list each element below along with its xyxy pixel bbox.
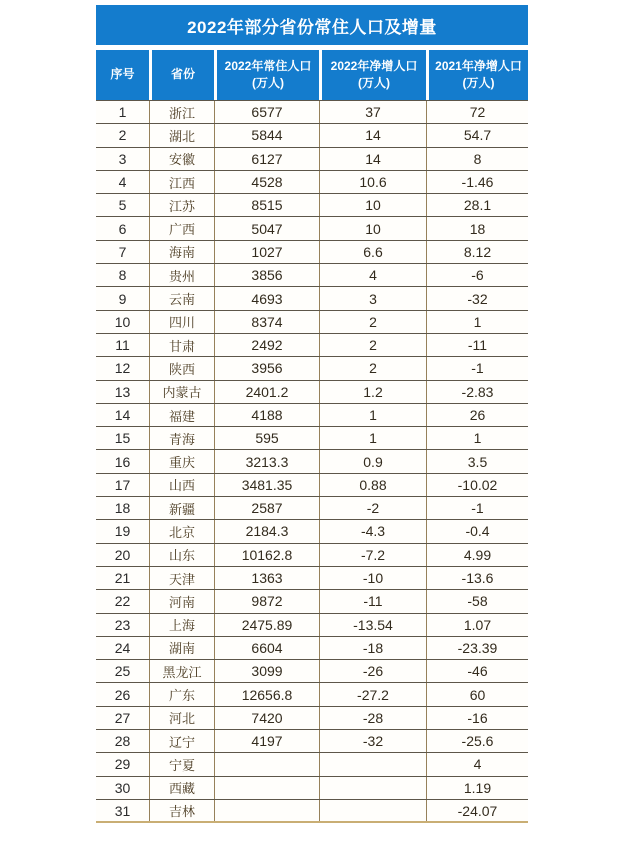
- cell-index: 13: [114, 383, 131, 400]
- cell-province: 宁夏: [149, 753, 214, 775]
- cell-net-2022: -32: [319, 730, 426, 752]
- cell-net-2022: 10.6: [319, 171, 426, 193]
- header-cell-net-2021: [426, 50, 528, 100]
- cell-net-2022: 4: [319, 264, 426, 286]
- cell-net-2021: -58: [426, 590, 528, 612]
- cell-net-2021: 72: [426, 101, 528, 123]
- cell-net-2022: 6.6: [319, 241, 426, 263]
- header-cell-province: [149, 50, 214, 100]
- cell-pop-2022: 2587: [214, 497, 319, 519]
- cell-pop-2022: 9872: [214, 590, 319, 612]
- cell-net-2022: [319, 800, 426, 821]
- cell-net-2021: -10.02: [426, 474, 528, 496]
- cell-index: 20: [114, 546, 131, 563]
- cell-province: 陕西: [149, 357, 214, 379]
- cell-net-2022: 1: [319, 404, 426, 426]
- cell-index: 31: [114, 802, 131, 819]
- cell-net-2022: [319, 777, 426, 799]
- cell-province: 安徽: [149, 148, 214, 170]
- cell-province: 山西: [149, 474, 214, 496]
- cell-net-2022: 2: [319, 311, 426, 333]
- cell-net-2022: 10: [319, 194, 426, 216]
- cell-index: 27: [114, 709, 131, 726]
- cell-index: 7: [118, 243, 127, 260]
- cell-province: 吉林: [149, 800, 214, 821]
- table-row: [96, 311, 528, 334]
- cell-net-2021: -25.6: [426, 730, 528, 752]
- table-row: [96, 241, 528, 264]
- cell-index: 30: [114, 779, 131, 796]
- table-row: [96, 707, 528, 730]
- header-line: (万人): [252, 76, 284, 90]
- cell-net-2021: 26: [426, 404, 528, 426]
- cell-index: 12: [114, 360, 131, 377]
- cell-net-2021: -13.6: [426, 567, 528, 589]
- header-line: (万人): [462, 76, 495, 90]
- cell-net-2022: -2: [319, 497, 426, 519]
- cell-net-2021: -6: [426, 264, 528, 286]
- cell-index: 14: [114, 407, 131, 423]
- header-line: 序号: [110, 67, 135, 82]
- cell-province: 江西: [149, 171, 214, 193]
- cell-net-2022: -7.2: [319, 544, 426, 566]
- table-row: [96, 194, 528, 217]
- cell-index: 21: [114, 570, 131, 587]
- cell-index: 5: [118, 197, 127, 214]
- cell-net-2022: -11: [319, 590, 426, 612]
- cell-net-2021: -1: [426, 357, 528, 379]
- header-cell-index: [96, 50, 149, 100]
- cell-index: 19: [114, 523, 131, 540]
- cell-index: 11: [115, 337, 130, 354]
- table-row: [96, 614, 528, 637]
- table-row: [96, 474, 528, 497]
- cell-province: 辽宁: [149, 730, 214, 752]
- cell-pop-2022: [214, 753, 319, 775]
- cell-net-2021: 28.1: [426, 194, 528, 216]
- cell-province: 天津: [149, 567, 214, 589]
- cell-net-2021: 8.12: [426, 241, 528, 263]
- cell-pop-2022: 4197: [214, 730, 319, 752]
- cell-net-2021: 1: [426, 311, 528, 333]
- cell-net-2021: -11: [426, 334, 528, 356]
- cell-province: 北京: [149, 520, 214, 542]
- cell-net-2021: -0.4: [426, 520, 528, 542]
- cell-index: 16: [114, 453, 131, 470]
- cell-net-2022: -10: [319, 567, 426, 589]
- table-row: [96, 427, 528, 450]
- population-table: [96, 5, 528, 823]
- cell-net-2021: -24.07: [426, 800, 528, 821]
- cell-pop-2022: 10162.8: [214, 544, 319, 566]
- cell-index: 6: [118, 220, 127, 237]
- cell-net-2021: 1.07: [426, 614, 528, 636]
- cell-net-2021: 60: [426, 683, 528, 705]
- table-row: [96, 357, 528, 380]
- table-title: 2022年部分省份常住人口及增量: [96, 5, 528, 45]
- cell-province: 湖北: [149, 124, 214, 146]
- cell-pop-2022: 5844: [214, 124, 319, 146]
- cell-index: 22: [114, 593, 131, 610]
- cell-province: 广东: [149, 683, 214, 705]
- cell-net-2021: 4.99: [426, 544, 528, 566]
- cell-net-2022: -27.2: [319, 683, 426, 705]
- cell-province: 广西: [149, 217, 214, 239]
- header-line: (万人): [358, 76, 390, 90]
- cell-pop-2022: 1363: [214, 567, 319, 589]
- cell-pop-2022: 3956: [214, 357, 319, 379]
- cell-index: 15: [114, 430, 131, 447]
- cell-province: 云南: [149, 287, 214, 309]
- cell-province: 青海: [149, 427, 214, 449]
- cell-net-2021: -2.83: [426, 381, 528, 403]
- table-row: [96, 683, 528, 706]
- table-row: [96, 148, 528, 171]
- cell-pop-2022: 4188: [214, 404, 319, 426]
- cell-province: 贵州: [149, 264, 214, 286]
- cell-net-2021: -16: [426, 707, 528, 729]
- table-header-row: [96, 50, 528, 100]
- cell-pop-2022: [214, 800, 319, 821]
- cell-index: 18: [114, 500, 131, 517]
- cell-index: 26: [114, 686, 131, 703]
- cell-net-2021: 8: [426, 148, 528, 170]
- cell-pop-2022: 3099: [214, 660, 319, 682]
- table-body: [96, 100, 528, 823]
- header-cell-pop-2022: [214, 50, 319, 100]
- cell-pop-2022: [214, 777, 319, 799]
- cell-index: 10: [114, 313, 131, 330]
- cell-province: 内蒙古: [149, 381, 214, 403]
- cell-pop-2022: 3481.35: [214, 474, 319, 496]
- cell-net-2022: 2: [319, 357, 426, 379]
- cell-net-2021: 1.19: [426, 777, 528, 799]
- cell-net-2021: -23.39: [426, 637, 528, 659]
- cell-net-2022: 0.88: [319, 474, 426, 496]
- cell-province: 新疆: [149, 497, 214, 519]
- cell-index: 28: [114, 733, 131, 750]
- cell-province: 重庆: [149, 450, 214, 472]
- cell-pop-2022: 2401.2: [214, 381, 319, 403]
- table-row: [96, 101, 528, 124]
- cell-province: 上海: [149, 614, 214, 636]
- cell-net-2021: 18: [426, 217, 528, 239]
- cell-net-2022: 1: [319, 427, 426, 449]
- cell-index: 9: [118, 290, 127, 307]
- table-row: [96, 660, 528, 683]
- cell-pop-2022: 7420: [214, 707, 319, 729]
- cell-pop-2022: 4528: [214, 171, 319, 193]
- cell-net-2021: 1: [426, 427, 528, 449]
- table-row: [96, 124, 528, 147]
- table-row: [96, 730, 528, 753]
- cell-pop-2022: 2492: [214, 334, 319, 356]
- cell-province: 湖南: [149, 637, 214, 659]
- cell-province: 山东: [149, 544, 214, 566]
- cell-index: 29: [114, 756, 131, 773]
- cell-pop-2022: 12656.8: [214, 683, 319, 705]
- cell-province: 江苏: [149, 194, 214, 216]
- cell-net-2022: 14: [319, 148, 426, 170]
- table-row: [96, 753, 528, 776]
- cell-net-2022: 1.2: [319, 381, 426, 403]
- header-line: 省份: [170, 67, 195, 82]
- table-row: [96, 777, 528, 800]
- cell-net-2022: 2: [319, 334, 426, 356]
- table-row: [96, 800, 528, 823]
- cell-net-2022: 14: [319, 124, 426, 146]
- table-row: [96, 334, 528, 357]
- cell-pop-2022: 3856: [214, 264, 319, 286]
- cell-index: 1: [118, 104, 127, 121]
- table-row: [96, 171, 528, 194]
- table-row: [96, 404, 528, 427]
- cell-net-2022: 37: [319, 101, 426, 123]
- table-row: [96, 590, 528, 613]
- cell-province: 四川: [149, 311, 214, 333]
- cell-index: 17: [114, 476, 131, 493]
- table-row: [96, 381, 528, 404]
- cell-net-2021: 4: [426, 753, 528, 775]
- cell-net-2022: -26: [319, 660, 426, 682]
- cell-pop-2022: 2184.3: [214, 520, 319, 542]
- cell-pop-2022: 6577: [214, 101, 319, 123]
- cell-net-2021: -46: [426, 660, 528, 682]
- header-line: 2021年净增人口: [435, 58, 522, 73]
- cell-province: 甘肃: [149, 334, 214, 356]
- cell-index: 25: [114, 663, 131, 680]
- cell-pop-2022: 2475.89: [214, 614, 319, 636]
- cell-net-2021: -1: [426, 497, 528, 519]
- table-row: [96, 520, 528, 543]
- cell-pop-2022: 3213.3: [214, 450, 319, 472]
- table-row: [96, 567, 528, 590]
- cell-province: 海南: [149, 241, 214, 263]
- cell-index: 23: [114, 616, 131, 633]
- cell-province: 黑龙江: [149, 660, 214, 682]
- cell-net-2022: -4.3: [319, 520, 426, 542]
- cell-province: 河南: [149, 590, 214, 612]
- cell-pop-2022: 6127: [214, 148, 319, 170]
- cell-net-2021: 3.5: [426, 450, 528, 472]
- header-cell-net-2022: [319, 50, 426, 100]
- cell-net-2022: 10: [319, 217, 426, 239]
- cell-province: 西藏: [149, 777, 214, 799]
- cell-net-2022: -13.54: [319, 614, 426, 636]
- cell-pop-2022: 8374: [214, 311, 319, 333]
- table-row: [96, 287, 528, 310]
- cell-pop-2022: 595: [214, 427, 319, 449]
- cell-net-2022: 3: [319, 287, 426, 309]
- table-row: [96, 544, 528, 567]
- cell-province: 浙江: [149, 101, 214, 123]
- cell-province: 福建: [149, 404, 214, 426]
- cell-pop-2022: 4693: [214, 287, 319, 309]
- cell-net-2022: -28: [319, 707, 426, 729]
- cell-net-2022: -18: [319, 637, 426, 659]
- cell-index: 2: [118, 127, 127, 144]
- cell-pop-2022: 8515: [214, 194, 319, 216]
- table-row: [96, 264, 528, 287]
- cell-net-2022: [319, 753, 426, 775]
- cell-index: 3: [118, 150, 127, 167]
- cell-net-2021: -1.46: [426, 171, 528, 193]
- cell-pop-2022: 1027: [214, 241, 319, 263]
- table-row: [96, 450, 528, 473]
- cell-net-2022: 0.9: [319, 450, 426, 472]
- header-line: 2022年常住人口: [224, 58, 312, 73]
- table-row: [96, 217, 528, 240]
- cell-index: 8: [118, 267, 127, 284]
- cell-net-2021: -32: [426, 287, 528, 309]
- cell-pop-2022: 6604: [214, 637, 319, 659]
- cell-index: 24: [114, 639, 131, 656]
- cell-net-2021: 54.7: [426, 124, 528, 146]
- header-line: 2022年净增人口: [330, 58, 418, 73]
- table-row: [96, 497, 528, 520]
- cell-index: 4: [118, 174, 127, 191]
- table-row: [96, 637, 528, 660]
- cell-province: 河北: [149, 707, 214, 729]
- cell-pop-2022: 5047: [214, 217, 319, 239]
